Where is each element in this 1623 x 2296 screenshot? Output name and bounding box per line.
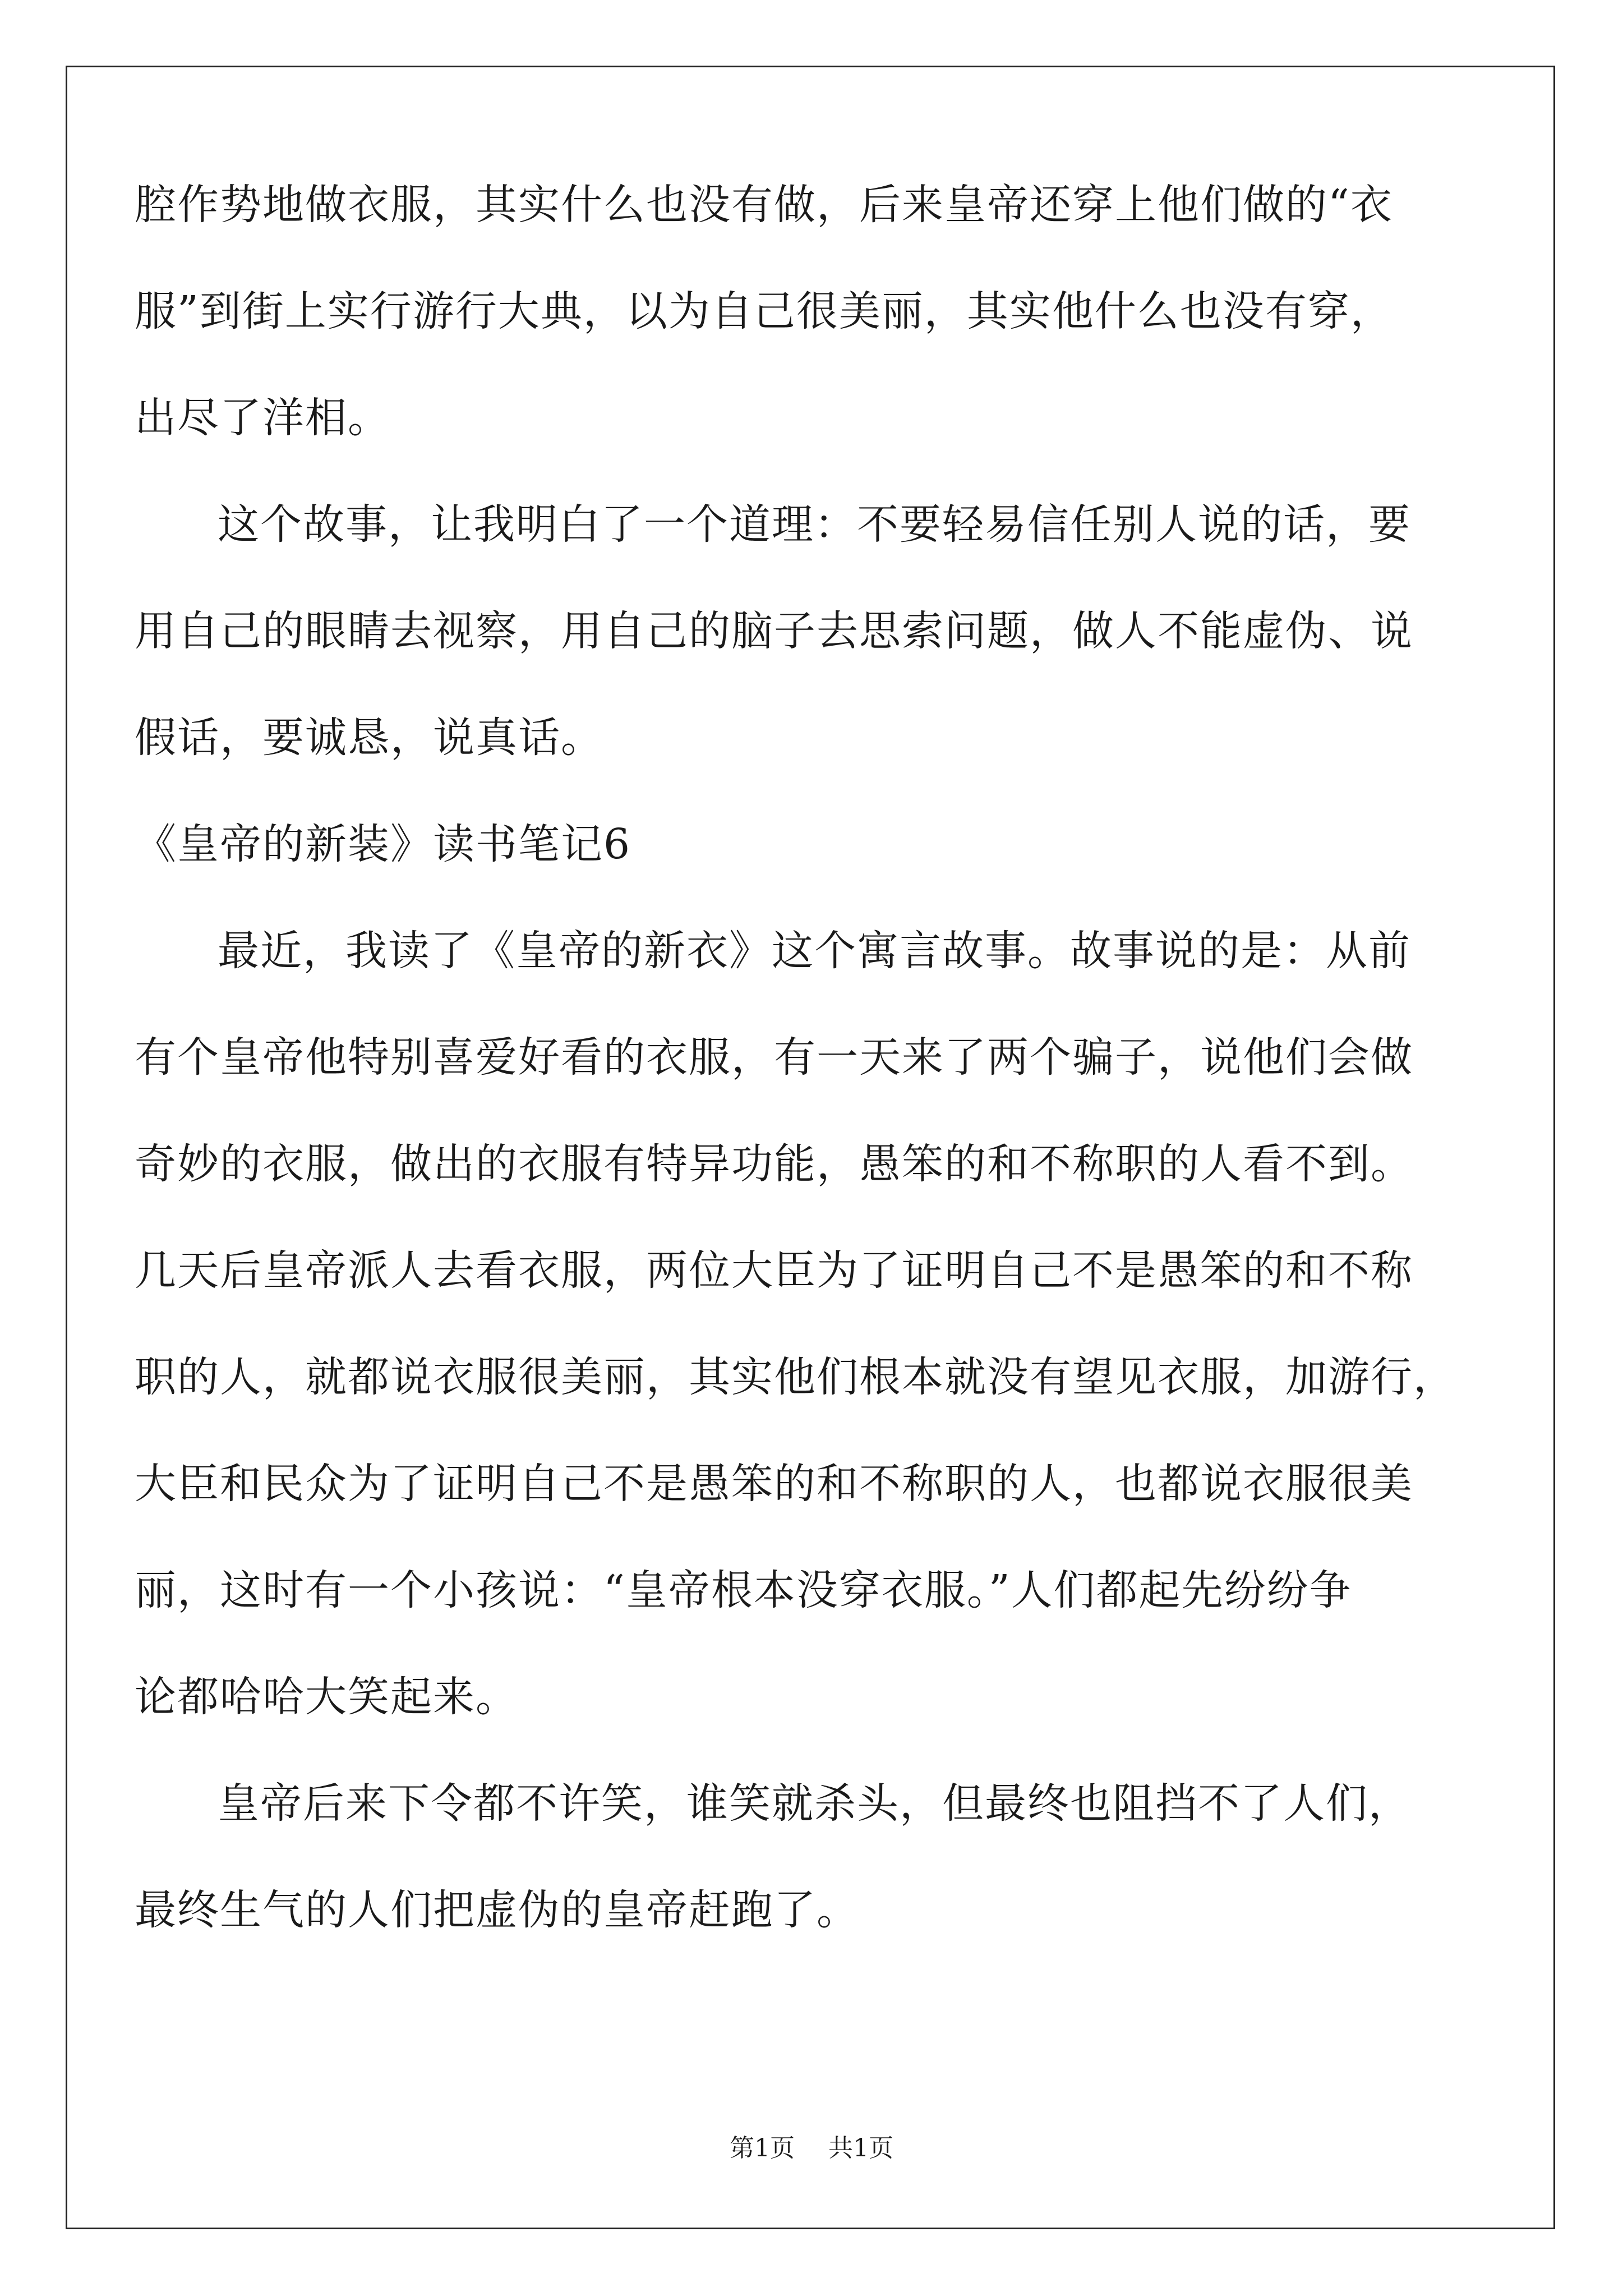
- text-line: 用自己的眼睛去视察，用自己的脑子去思索问题，做人不能虚伪、说: [135, 607, 1413, 655]
- text-line: 大臣和民众为了证明自己不是愚笨的和不称职的人，也都说衣服很美: [135, 1460, 1413, 1508]
- text-line: 几天后皇帝派人去看衣服，两位大臣为了证明自己不是愚笨的和不称: [135, 1246, 1413, 1295]
- page-footer: [0, 2129, 1623, 2168]
- text-line: 有个皇帝他特别喜爱好看的衣服，有一天来了两个骗子，说他们会做: [135, 1033, 1413, 1082]
- section-heading: 《皇帝的新装》读书笔记6: [135, 820, 631, 868]
- page-total: 共1页: [828, 2134, 893, 2162]
- text-line: 论都哈哈大笑起来。: [135, 1673, 518, 1721]
- text-line: 服”到街上实行游行大典，以为自己很美丽，其实他什么也没有穿，: [135, 287, 1393, 335]
- text-line: 出尽了洋相。: [135, 394, 390, 442]
- text-line: 皇帝后来下令都不许笑，谁笑就杀头，但最终也阻挡不了人们，: [218, 1779, 1411, 1828]
- text-line: 丽，这时有一个小孩说：“皇帝根本没穿衣服。”人们都起先纷纷争: [135, 1566, 1352, 1614]
- text-line: 最近，我读了《皇帝的新衣》这个寓言故事。故事说的是：从前: [218, 927, 1411, 975]
- page-number: 第1页: [730, 2134, 795, 2162]
- text-line: 假话，要诚恳，说真话。: [135, 714, 603, 762]
- text-line: 最终生气的人们把虚伪的皇帝赶跑了。: [135, 1886, 859, 1934]
- text-line: 腔作势地做衣服，其实什么也没有做，后来皇帝还穿上他们做的“衣: [135, 181, 1393, 229]
- text-line: 奇妙的衣服，做出的衣服有特异功能，愚笨的和不称职的人看不到。: [135, 1140, 1413, 1188]
- text-line: 职的人，就都说衣服很美丽，其实他们根本就没有望见衣服，加游行，: [135, 1353, 1456, 1401]
- text-line: 这个故事，让我明白了一个道理：不要轻易信任别人说的话，要: [218, 500, 1411, 549]
- document-body: [135, 151, 1492, 2003]
